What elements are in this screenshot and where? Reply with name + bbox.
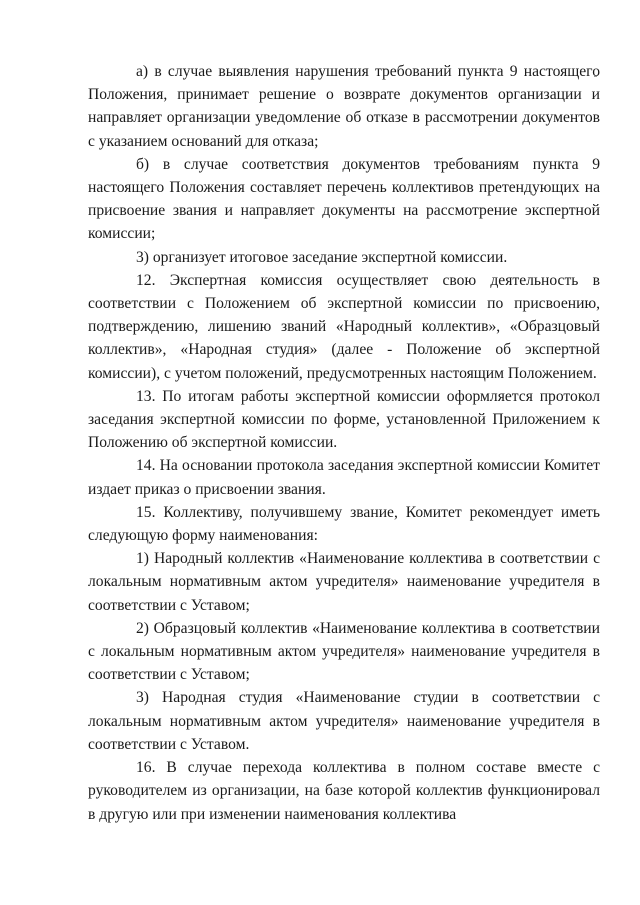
paragraph-16-transfer: 16. В случае перехода коллектива в полном составе вместе с руководителем из организации, на базе которой коллектив функционировал в другую или при изменении наименования коллектива xyxy=(88,759,600,823)
paragraph-15-1-folk-collective: 1) Народный коллектив «Наименование коллектива в соответствии с локальным нормативным актом учредителя» наименование учредителя в соответствии с Уставом; xyxy=(88,550,600,614)
document-page xyxy=(88,60,600,826)
paragraph-14-order: 14. На основании протокола заседания экспертной комиссии Комитет издает приказ о присвоении звания. xyxy=(88,457,600,498)
paragraph-15-naming: 15. Коллективу, получившему звание, Комитет рекомендует иметь следующую форму наименования: xyxy=(88,503,600,545)
paragraph-a-violation: а) в случае выявления нарушения требований пункта 9 настоящего Положения, принимает решение о возврате документов организации и направляет организации уведомление об отказе в рассмотрении документов с указанием оснований для отказа; xyxy=(88,63,600,150)
paragraph-3-final-meeting: 3) организует итоговое заседание экспертной комиссии. xyxy=(136,248,508,266)
paragraph-15-3-folk-studio: 3) Народная студия «Наименование студии в соответствии с локальным нормативным актом учредителя» наименование учредителя в соответствии с Уставом. xyxy=(88,689,600,753)
paragraph-12-expert-commission: 12. Экспертная комиссия осуществляет свою деятельность в соответствии с Положением об экспертной комиссии по присвоению, подтверждению, лишению званий «Народный коллектив», «Образцовый коллектив», «Народная студия» (далее - Положение об экспертной комиссии), с учетом положений, предусмотренных настоящим Положением. xyxy=(88,271,600,382)
paragraph-13-protocol: 13. По итогам работы экспертной комиссии оформляется протокол заседания экспертной комиссии по форме, установленной Приложением к Положению об экспертной комиссии. xyxy=(88,387,600,452)
paragraph-b-compliance: б) в случае соответствия документов требованиям пункта 9 настоящего Положения составляет перечень коллективов претендующих на присвоение звания и направляет документы на рассмотрение экспертной комиссии; xyxy=(88,155,600,243)
paragraph-15-2-exemplary-collective: 2) Образцовый коллектив «Наименование коллектива в соответствии с локальным нормативным актом учредителя» наименование учредителя в соответствии с Уставом; xyxy=(88,619,600,684)
